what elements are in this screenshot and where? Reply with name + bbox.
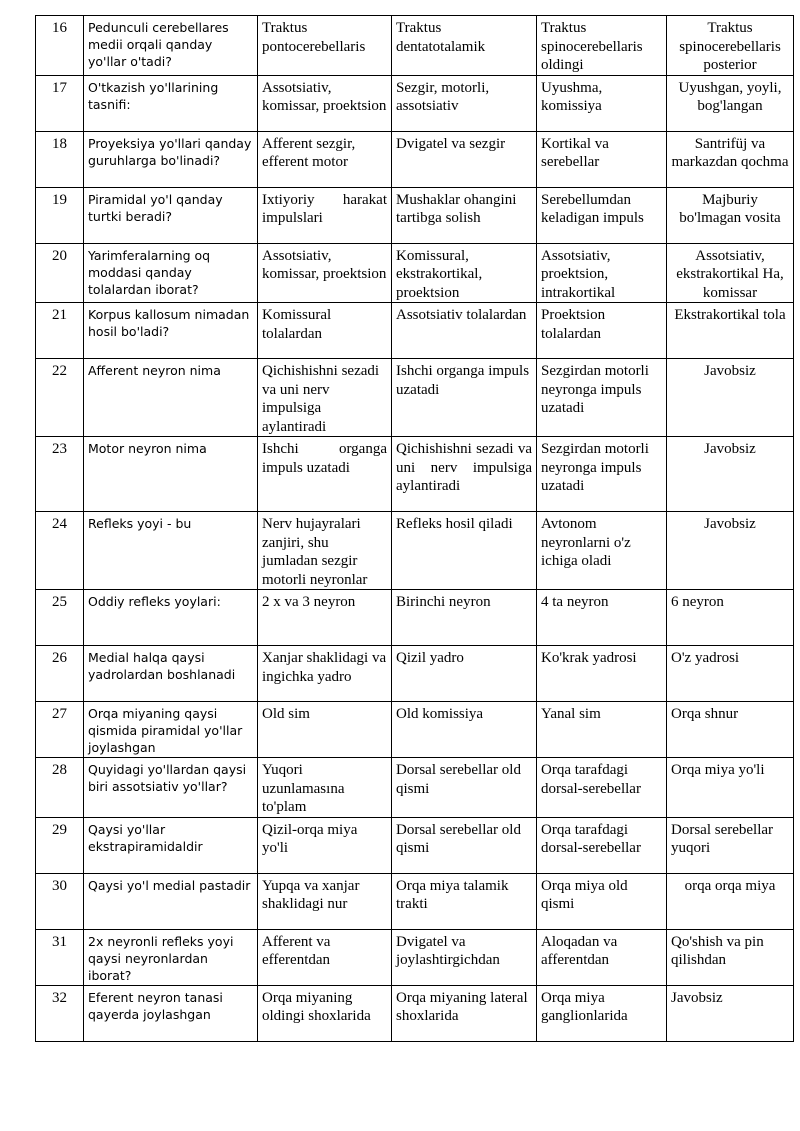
question-number: 26 [36, 646, 84, 702]
question-text: Refleks yoyi - bu [84, 512, 258, 590]
question-number: 27 [36, 702, 84, 758]
table-row [36, 243, 794, 303]
answer-d: Assotsiativ, ekstrakortikal Ha, komissar [667, 243, 794, 303]
answer-d: Javobsiz [667, 437, 794, 512]
answer-d: Traktus spinocerebellaris posterior [667, 16, 794, 76]
answer-b: Old komissiya [392, 702, 537, 758]
answer-a: Assotsiativ, komissar, proektsion [258, 243, 392, 303]
question-number: 24 [36, 512, 84, 590]
answer-c: Orqa tarafdagi dorsal-serebellar [537, 817, 667, 873]
question-text: Motor neyron nima [84, 437, 258, 512]
question-number: 32 [36, 985, 84, 1041]
answer-c: Orqa miya ganglionlarida [537, 985, 667, 1041]
answer-a: Xanjar shaklidagi va ingichka yadro [258, 646, 392, 702]
answer-b: Sezgir, motorli, assotsiativ [392, 75, 537, 131]
question-text: Quyidagi yo'llardan qaysi biri assotsiativ yo'llar? [84, 758, 258, 818]
question-number: 20 [36, 243, 84, 303]
question-text: Afferent neyron nima [84, 359, 258, 437]
answer-b: Dorsal serebellar old qismi [392, 758, 537, 818]
table-row [36, 646, 794, 702]
answer-c: Proektsion tolalardan [537, 303, 667, 359]
answer-d: Orqa miya yo'li [667, 758, 794, 818]
answer-c: Aloqadan va afferentdan [537, 929, 667, 985]
answer-b: Assotsiativ tolalardan [392, 303, 537, 359]
answer-d: Santrifüj va markazdan qochma [667, 131, 794, 187]
answer-b: Traktus dentatotalamik [392, 16, 537, 76]
answer-a: Ishchi organga impuls uzatadi [258, 437, 392, 512]
answer-d: O'z yadrosi [667, 646, 794, 702]
table-row [36, 702, 794, 758]
question-number: 30 [36, 873, 84, 929]
question-number: 31 [36, 929, 84, 985]
answer-a: Orqa miyaning oldingi shoxlarida [258, 985, 392, 1041]
answer-a: Yupqa va xanjar shaklidagi nur [258, 873, 392, 929]
answer-d: Dorsal serebellar yuqori [667, 817, 794, 873]
answer-a: 2 x va 3 neyron [258, 590, 392, 646]
answer-d: Uyushgan, yoyli, bog'langan [667, 75, 794, 131]
question-text: Piramidal yo'l qanday turtki beradi? [84, 187, 258, 243]
question-number: 18 [36, 131, 84, 187]
table-row [36, 16, 794, 76]
question-number: 21 [36, 303, 84, 359]
answer-b: Orqa miyaning lateral shoxlarida [392, 985, 537, 1041]
answer-b: Mushaklar ohangini tartibga solish [392, 187, 537, 243]
question-text: Pedunculi cerebellares medii orqali qanday yo'llar o'tadi? [84, 16, 258, 76]
answer-c: Kortikal va serebellar [537, 131, 667, 187]
answer-b: Refleks hosil qiladi [392, 512, 537, 590]
answer-c: Uyushma, komissiya [537, 75, 667, 131]
answer-a: Qichishishni sezadi va uni nerv impulsiga aylantiradi [258, 359, 392, 437]
answer-a: Traktus pontocerebellaris [258, 16, 392, 76]
answer-c: Serebellumdan keladigan impuls [537, 187, 667, 243]
table-row [36, 758, 794, 818]
question-text: Qaysi yo'llar ekstrapiramidaldir [84, 817, 258, 873]
answer-b: Dvigatel va joylashtirgichdan [392, 929, 537, 985]
answer-c: Ko'krak yadrosi [537, 646, 667, 702]
answer-b: Ishchi organga impuls uzatadi [392, 359, 537, 437]
answer-d: Javobsiz [667, 512, 794, 590]
question-number: 29 [36, 817, 84, 873]
answer-d: Orqa shnur [667, 702, 794, 758]
question-number: 16 [36, 16, 84, 76]
answer-a: Assotsiativ, komissar, proektsion [258, 75, 392, 131]
answer-b: Dorsal serebellar old qismi [392, 817, 537, 873]
table-row [36, 187, 794, 243]
answer-a: Komissural tolalardan [258, 303, 392, 359]
answer-c: Orqa tarafdagi dorsal-serebellar [537, 758, 667, 818]
table-row [36, 303, 794, 359]
table-row [36, 929, 794, 985]
answer-a: Qizil-orqa miya yo'li [258, 817, 392, 873]
table-row [36, 359, 794, 437]
answer-c: Sezgirdan motorli neyronga impuls uzatadi [537, 359, 667, 437]
table-row [36, 75, 794, 131]
answer-d: orqa orqa miya [667, 873, 794, 929]
question-text: O'tkazish yo'llarining tasnifi: [84, 75, 258, 131]
answer-d: Majburiy bo'lmagan vosita [667, 187, 794, 243]
question-text: 2x neyronli refleks yoyi qaysi neyronlardan iborat? [84, 929, 258, 985]
answer-b: Dvigatel va sezgir [392, 131, 537, 187]
answer-c: Orqa miya old qismi [537, 873, 667, 929]
answer-d: Ekstrakortikal tola [667, 303, 794, 359]
question-text: Yarimferalarning oq moddasi qanday tolalardan iborat? [84, 243, 258, 303]
answer-d: Javobsiz [667, 985, 794, 1041]
answer-c: 4 ta neyron [537, 590, 667, 646]
answer-d: Javobsiz [667, 359, 794, 437]
answer-d: 6 neyron [667, 590, 794, 646]
answer-d: Qo'shish va pin qilishdan [667, 929, 794, 985]
table-row [36, 590, 794, 646]
question-number: 25 [36, 590, 84, 646]
table-row [36, 817, 794, 873]
question-number: 28 [36, 758, 84, 818]
table-row [36, 437, 794, 512]
answer-a: Yuqori uzunlamasına to'plam [258, 758, 392, 818]
question-text: Korpus kallosum nimadan hosil bo'ladi? [84, 303, 258, 359]
question-number: 22 [36, 359, 84, 437]
answer-c: Avtonom neyronlarni o'z ichiga oladi [537, 512, 667, 590]
questions-table [35, 15, 794, 1042]
table-row [36, 873, 794, 929]
question-text: Medial halqa qaysi yadrolardan boshlanadi [84, 646, 258, 702]
answer-c: Sezgirdan motorli neyronga impuls uzatadi [537, 437, 667, 512]
answer-c: Yanal sim [537, 702, 667, 758]
answer-b: Qizil yadro [392, 646, 537, 702]
answer-a: Nerv hujayralari zanjiri, shu jumladan sezgir motorli neyronlar [258, 512, 392, 590]
answer-a: Afferent va efferentdan [258, 929, 392, 985]
table-row [36, 985, 794, 1041]
question-text: Oddiy refleks yoylari: [84, 590, 258, 646]
question-text: Eferent neyron tanasi qayerda joylashgan [84, 985, 258, 1041]
question-number: 17 [36, 75, 84, 131]
answer-c: Traktus spinocerebellaris oldingi [537, 16, 667, 76]
answer-c: Assotsiativ, proektsion, intrakortikal [537, 243, 667, 303]
answer-a: Afferent sezgir, efferent motor [258, 131, 392, 187]
answer-a: Ixtiyoriy harakat impulslari [258, 187, 392, 243]
question-text: Orqa miyaning qaysi qismida piramidal yo'llar joylashgan [84, 702, 258, 758]
question-text: Qaysi yo'l medial pastadir [84, 873, 258, 929]
question-text: Proyeksiya yo'llari qanday guruhlarga bo'linadi? [84, 131, 258, 187]
table-row [36, 512, 794, 590]
answer-b: Birinchi neyron [392, 590, 537, 646]
answer-b: Orqa miya talamik trakti [392, 873, 537, 929]
answer-b: Komissural, ekstrakortikal, proektsion [392, 243, 537, 303]
question-number: 23 [36, 437, 84, 512]
table-row [36, 131, 794, 187]
answer-b: Qichishishni sezadi va uni nerv impulsiga aylantiradi [392, 437, 537, 512]
answer-a: Old sim [258, 702, 392, 758]
question-number: 19 [36, 187, 84, 243]
